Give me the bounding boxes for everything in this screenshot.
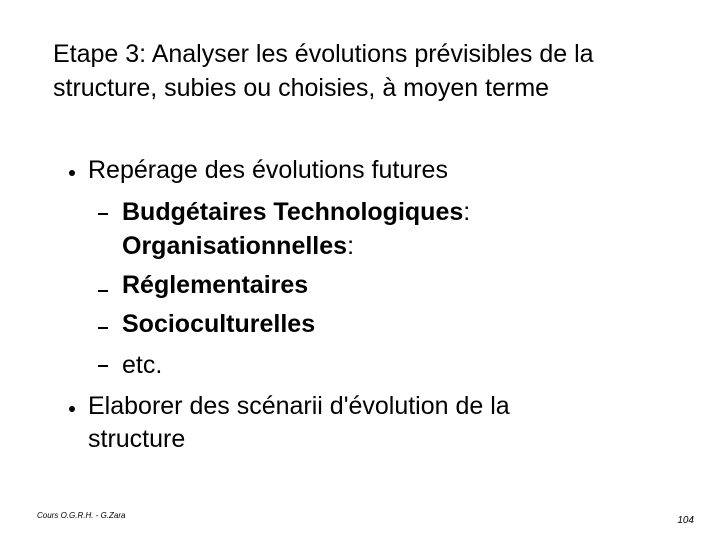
title-line-1: Etape 3: Analyser les évolutions prévisibles de la: [53, 40, 594, 68]
dash-icon: [98, 365, 108, 367]
slide-title: [53, 37, 693, 105]
sub-bullet-1-cont-colon: :: [347, 232, 355, 260]
bullet-2-line-1: Elaborer des scénarii d'évolution de la: [88, 392, 510, 420]
sub-bullet-4: etc.: [122, 351, 163, 379]
sub-bullet-1: [122, 197, 470, 227]
dash-icon: [98, 213, 108, 215]
sub-bullet-2: Réglementaires: [122, 271, 309, 299]
sub-bullet-1-continuation: [122, 231, 354, 261]
bullet-dot-icon: [69, 170, 75, 176]
bullet-dot-icon: [69, 406, 75, 412]
footer-credit: Cours O.G.R.H. - G.Zara: [37, 511, 126, 520]
bullet-1-text: Repérage des évolutions futures: [88, 156, 448, 184]
dash-icon: [98, 290, 108, 292]
sub-bullet-1-organisation: Organisationnelles: [122, 232, 348, 260]
dash-icon: [98, 327, 108, 329]
page-number: 104: [677, 515, 694, 526]
sub-bullet-1-colon: :: [463, 198, 471, 226]
title-line-2: structure, subies ou choisies, à moyen terme: [53, 74, 550, 102]
sub-bullet-1-techno: Technologiques: [266, 198, 464, 226]
sub-bullet-1-budget: Budgétaires: [122, 198, 267, 226]
bullet-2-line-2: structure: [88, 425, 186, 453]
sub-bullet-3: Socioculturelles: [122, 310, 316, 338]
